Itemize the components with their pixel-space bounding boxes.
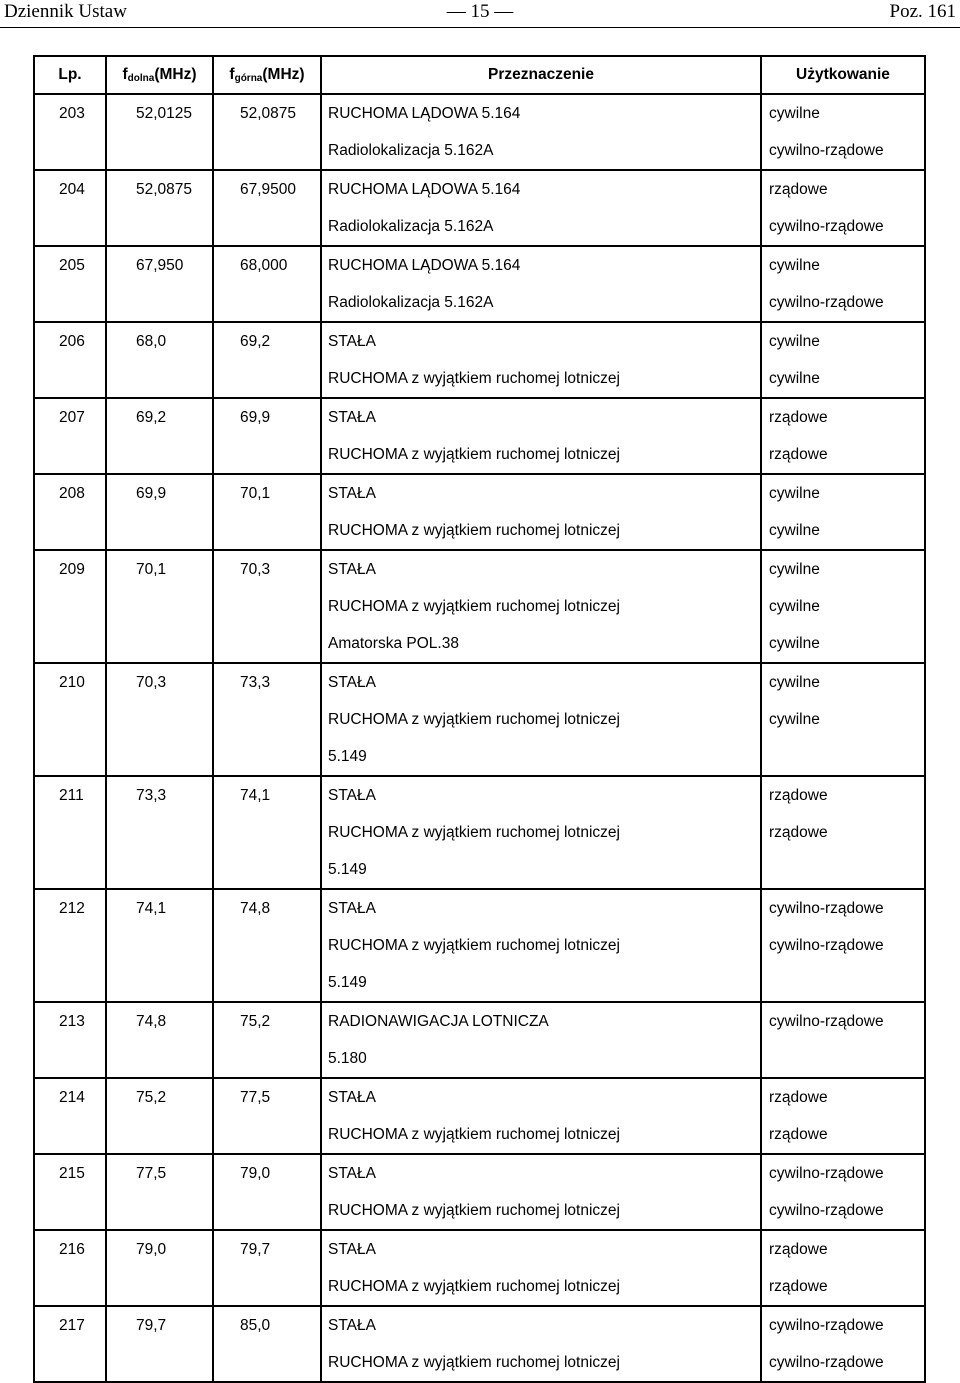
cell-uzytkowanie-line: cywilne bbox=[769, 598, 820, 615]
cell-lp bbox=[34, 776, 106, 889]
cell-przeznaczenie-line: STAŁA bbox=[328, 409, 376, 426]
cell-f-dolna-line: 73,3 bbox=[136, 787, 167, 804]
cell-lp-line: 207 bbox=[59, 409, 85, 426]
cell-f-dolna-line: 74,8 bbox=[136, 1013, 167, 1030]
cell-uzytkowanie-line: cywilno-rządowe bbox=[769, 294, 884, 311]
cell-lp bbox=[34, 550, 106, 663]
cell-f-gorna bbox=[213, 474, 321, 550]
table-row bbox=[34, 1230, 925, 1306]
cell-f-dolna bbox=[106, 889, 213, 1002]
cell-uzytkowanie bbox=[761, 889, 925, 1002]
cell-przeznaczenie-line: RUCHOMA z wyjątkiem ruchomej lotniczej bbox=[328, 937, 620, 954]
cell-f-dolna bbox=[106, 663, 213, 776]
cell-f-dolna bbox=[106, 776, 213, 889]
cell-f-dolna bbox=[106, 1078, 213, 1154]
cell-przeznaczenie bbox=[321, 1078, 761, 1154]
cell-lp-line: 209 bbox=[59, 561, 85, 578]
table-header-row bbox=[34, 56, 925, 94]
cell-przeznaczenie-line: RUCHOMA z wyjątkiem ruchomej lotniczej bbox=[328, 370, 620, 387]
cell-uzytkowanie-line: cywilne bbox=[769, 711, 820, 728]
cell-uzytkowanie bbox=[761, 776, 925, 889]
cell-f-dolna-line: 69,2 bbox=[136, 409, 167, 426]
cell-przeznaczenie-line: RUCHOMA z wyjątkiem ruchomej lotniczej bbox=[328, 1278, 620, 1295]
cell-lp-line: 208 bbox=[59, 485, 85, 502]
cell-f-dolna-line: 70,3 bbox=[136, 674, 167, 691]
header-f-dolna-sub: dolna bbox=[127, 73, 155, 84]
cell-lp-line: 217 bbox=[59, 1317, 85, 1334]
cell-przeznaczenie-line: Radiolokalizacja 5.162A bbox=[328, 294, 494, 311]
cell-uzytkowanie bbox=[761, 1306, 925, 1382]
cell-f-gorna bbox=[213, 1154, 321, 1230]
cell-przeznaczenie bbox=[321, 1154, 761, 1230]
page-header bbox=[0, 0, 960, 24]
cell-uzytkowanie-line: cywilno-rządowe bbox=[769, 1202, 884, 1219]
cell-f-gorna bbox=[213, 550, 321, 663]
cell-przeznaczenie-line: RUCHOMA z wyjątkiem ruchomej lotniczej bbox=[328, 1202, 620, 1219]
cell-f-dolna bbox=[106, 1230, 213, 1306]
cell-przeznaczenie bbox=[321, 889, 761, 1002]
cell-przeznaczenie bbox=[321, 474, 761, 550]
table-row bbox=[34, 246, 925, 322]
cell-lp-line: 210 bbox=[59, 674, 85, 691]
frequency-table bbox=[33, 55, 926, 1383]
header-rule bbox=[0, 27, 960, 28]
cell-f-dolna bbox=[106, 322, 213, 398]
cell-przeznaczenie-line: STAŁA bbox=[328, 1089, 376, 1106]
cell-lp bbox=[34, 1230, 106, 1306]
cell-uzytkowanie-line: cywilne bbox=[769, 522, 820, 539]
cell-przeznaczenie bbox=[321, 1230, 761, 1306]
cell-f-gorna bbox=[213, 1078, 321, 1154]
cell-lp bbox=[34, 474, 106, 550]
table-row bbox=[34, 776, 925, 889]
cell-przeznaczenie-line: 5.149 bbox=[328, 861, 367, 878]
cell-uzytkowanie-line: cywilne bbox=[769, 561, 820, 578]
cell-f-dolna-line: 69,9 bbox=[136, 485, 167, 502]
cell-uzytkowanie bbox=[761, 663, 925, 776]
cell-f-gorna bbox=[213, 1306, 321, 1382]
cell-f-dolna-line: 79,7 bbox=[136, 1317, 167, 1334]
cell-przeznaczenie-line: 5.180 bbox=[328, 1050, 367, 1067]
cell-przeznaczenie-line: Amatorska POL.38 bbox=[328, 635, 459, 652]
cell-przeznaczenie-line: 5.149 bbox=[328, 748, 367, 765]
cell-przeznaczenie bbox=[321, 246, 761, 322]
cell-przeznaczenie bbox=[321, 550, 761, 663]
table-row bbox=[34, 170, 925, 246]
cell-f-gorna-line: 69,9 bbox=[240, 409, 271, 426]
cell-uzytkowanie-line: cywilne bbox=[769, 485, 820, 502]
cell-lp-line: 204 bbox=[59, 181, 85, 198]
cell-f-gorna-line: 74,8 bbox=[240, 900, 271, 917]
cell-f-gorna-line: 75,2 bbox=[240, 1013, 271, 1030]
cell-uzytkowanie-line: cywilne bbox=[769, 257, 820, 274]
cell-lp-line: 213 bbox=[59, 1013, 85, 1030]
cell-przeznaczenie-line: STAŁA bbox=[328, 1317, 376, 1334]
cell-f-dolna bbox=[106, 474, 213, 550]
table-row bbox=[34, 322, 925, 398]
cell-f-gorna-line: 85,0 bbox=[240, 1317, 271, 1334]
cell-f-gorna bbox=[213, 889, 321, 1002]
cell-f-gorna bbox=[213, 776, 321, 889]
cell-f-gorna-line: 69,2 bbox=[240, 333, 271, 350]
cell-f-dolna bbox=[106, 1154, 213, 1230]
cell-f-gorna bbox=[213, 1230, 321, 1306]
cell-przeznaczenie bbox=[321, 170, 761, 246]
cell-przeznaczenie-line: STAŁA bbox=[328, 1241, 376, 1258]
cell-f-gorna bbox=[213, 170, 321, 246]
cell-lp bbox=[34, 398, 106, 474]
cell-przeznaczenie-line: STAŁA bbox=[328, 900, 376, 917]
cell-przeznaczenie-line: Radiolokalizacja 5.162A bbox=[328, 218, 494, 235]
cell-f-gorna-line: 74,1 bbox=[240, 787, 271, 804]
cell-uzytkowanie-line: cywilne bbox=[769, 635, 820, 652]
cell-lp-line: 214 bbox=[59, 1089, 85, 1106]
cell-uzytkowanie bbox=[761, 1154, 925, 1230]
cell-lp bbox=[34, 246, 106, 322]
cell-lp bbox=[34, 1306, 106, 1382]
table-body bbox=[34, 94, 925, 1382]
cell-f-gorna bbox=[213, 322, 321, 398]
cell-przeznaczenie-line: STAŁA bbox=[328, 485, 376, 502]
cell-f-dolna bbox=[106, 398, 213, 474]
cell-f-gorna-line: 70,3 bbox=[240, 561, 271, 578]
cell-uzytkowanie bbox=[761, 550, 925, 663]
cell-f-dolna bbox=[106, 550, 213, 663]
cell-uzytkowanie-line: rządowe bbox=[769, 409, 828, 426]
cell-uzytkowanie-line: rządowe bbox=[769, 787, 828, 804]
cell-uzytkowanie-line: cywilno-rządowe bbox=[769, 937, 884, 954]
cell-przeznaczenie-line: RUCHOMA z wyjątkiem ruchomej lotniczej bbox=[328, 711, 620, 728]
header-przeznaczenie: Przeznaczenie bbox=[321, 56, 761, 94]
cell-f-gorna bbox=[213, 246, 321, 322]
cell-przeznaczenie-line: RUCHOMA z wyjątkiem ruchomej lotniczej bbox=[328, 1354, 620, 1371]
cell-f-dolna bbox=[106, 1002, 213, 1078]
cell-przeznaczenie-line: RUCHOMA z wyjątkiem ruchomej lotniczej bbox=[328, 522, 620, 539]
cell-przeznaczenie-line: STAŁA bbox=[328, 787, 376, 804]
cell-uzytkowanie-line: cywilno-rządowe bbox=[769, 1354, 884, 1371]
cell-lp bbox=[34, 170, 106, 246]
cell-uzytkowanie-line: cywilno-rządowe bbox=[769, 1013, 884, 1030]
table-row bbox=[34, 889, 925, 1002]
cell-lp bbox=[34, 94, 106, 170]
cell-f-gorna bbox=[213, 398, 321, 474]
header-f-dolna-symbol: f bbox=[122, 66, 128, 83]
cell-f-dolna-line: 52,0125 bbox=[136, 105, 193, 122]
header-f-gorna-unit: (MHz) bbox=[262, 66, 305, 83]
table-row bbox=[34, 1154, 925, 1230]
header-f-dolna-unit: (MHz) bbox=[154, 66, 197, 83]
cell-f-gorna-line: 52,0875 bbox=[240, 105, 297, 122]
cell-lp bbox=[34, 889, 106, 1002]
cell-przeznaczenie bbox=[321, 1306, 761, 1382]
cell-uzytkowanie-line: rządowe bbox=[769, 446, 828, 463]
cell-lp bbox=[34, 1078, 106, 1154]
cell-f-gorna-line: 70,1 bbox=[240, 485, 271, 502]
cell-uzytkowanie-line: rządowe bbox=[769, 1241, 828, 1258]
cell-przeznaczenie-line: RUCHOMA z wyjątkiem ruchomej lotniczej bbox=[328, 824, 620, 841]
cell-uzytkowanie bbox=[761, 474, 925, 550]
table-row bbox=[34, 663, 925, 776]
header-f-gorna-sub: górna bbox=[234, 73, 263, 84]
cell-uzytkowanie bbox=[761, 398, 925, 474]
cell-przeznaczenie-line: RUCHOMA z wyjątkiem ruchomej lotniczej bbox=[328, 1126, 620, 1143]
cell-f-dolna-line: 74,1 bbox=[136, 900, 167, 917]
cell-f-gorna-line: 73,3 bbox=[240, 674, 271, 691]
cell-f-gorna-line: 79,7 bbox=[240, 1241, 271, 1258]
cell-przeznaczenie bbox=[321, 398, 761, 474]
cell-uzytkowanie-line: rządowe bbox=[769, 1089, 828, 1106]
cell-uzytkowanie-line: rządowe bbox=[769, 824, 828, 841]
table-row bbox=[34, 474, 925, 550]
cell-przeznaczenie-line: 5.149 bbox=[328, 974, 367, 991]
cell-uzytkowanie-line: cywilne bbox=[769, 105, 820, 122]
cell-f-dolna-line: 70,1 bbox=[136, 561, 167, 578]
cell-przeznaczenie bbox=[321, 1002, 761, 1078]
cell-uzytkowanie bbox=[761, 170, 925, 246]
cell-uzytkowanie-line: cywilno-rządowe bbox=[769, 1317, 884, 1334]
header-uzytkowanie: Użytkowanie bbox=[761, 56, 925, 94]
cell-uzytkowanie bbox=[761, 246, 925, 322]
cell-f-gorna-line: 68,000 bbox=[240, 257, 288, 274]
cell-f-dolna-line: 52,0875 bbox=[136, 181, 193, 198]
cell-uzytkowanie-line: rządowe bbox=[769, 181, 828, 198]
cell-f-dolna bbox=[106, 170, 213, 246]
page-number: — 15 — bbox=[446, 1, 514, 22]
table-row bbox=[34, 550, 925, 663]
cell-f-dolna bbox=[106, 1306, 213, 1382]
cell-uzytkowanie-line: cywilne bbox=[769, 370, 820, 387]
cell-przeznaczenie-line: STAŁA bbox=[328, 333, 376, 350]
cell-f-dolna-line: 79,0 bbox=[136, 1241, 167, 1258]
cell-uzytkowanie-line: rządowe bbox=[769, 1126, 828, 1143]
table-row bbox=[34, 1002, 925, 1078]
cell-uzytkowanie-line: cywilne bbox=[769, 333, 820, 350]
cell-przeznaczenie-line: RADIONAWIGACJA LOTNICZA bbox=[328, 1013, 549, 1030]
cell-uzytkowanie bbox=[761, 1002, 925, 1078]
cell-f-gorna-line: 67,9500 bbox=[240, 181, 297, 198]
position-number: Poz. 161 bbox=[889, 1, 956, 22]
cell-f-dolna bbox=[106, 94, 213, 170]
cell-uzytkowanie-line: cywilno-rządowe bbox=[769, 218, 884, 235]
cell-lp-line: 205 bbox=[59, 257, 85, 274]
cell-lp bbox=[34, 663, 106, 776]
cell-f-gorna-line: 77,5 bbox=[240, 1089, 271, 1106]
cell-lp-line: 211 bbox=[59, 787, 84, 804]
cell-lp-line: 215 bbox=[59, 1165, 85, 1182]
cell-uzytkowanie-line: cywilno-rządowe bbox=[769, 142, 884, 159]
cell-f-dolna-line: 75,2 bbox=[136, 1089, 167, 1106]
table-row bbox=[34, 94, 925, 170]
cell-przeznaczenie bbox=[321, 776, 761, 889]
cell-przeznaczenie bbox=[321, 322, 761, 398]
cell-lp bbox=[34, 1002, 106, 1078]
cell-lp bbox=[34, 1154, 106, 1230]
cell-lp-line: 206 bbox=[59, 333, 85, 350]
cell-przeznaczenie-line: STAŁA bbox=[328, 561, 376, 578]
table-row bbox=[34, 1078, 925, 1154]
cell-f-dolna bbox=[106, 246, 213, 322]
cell-uzytkowanie bbox=[761, 322, 925, 398]
cell-f-gorna-line: 79,0 bbox=[240, 1165, 271, 1182]
cell-f-dolna-line: 67,950 bbox=[136, 257, 184, 274]
cell-przeznaczenie-line: STAŁA bbox=[328, 1165, 376, 1182]
cell-uzytkowanie-line: rządowe bbox=[769, 1278, 828, 1295]
cell-przeznaczenie-line: RUCHOMA LĄDOWA 5.164 bbox=[328, 105, 521, 122]
cell-f-dolna-line: 77,5 bbox=[136, 1165, 167, 1182]
cell-lp-line: 216 bbox=[59, 1241, 85, 1258]
cell-uzytkowanie-line: cywilno-rządowe bbox=[769, 1165, 884, 1182]
header-f-gorna bbox=[213, 56, 321, 94]
cell-przeznaczenie bbox=[321, 663, 761, 776]
cell-uzytkowanie-line: cywilno-rządowe bbox=[769, 900, 884, 917]
cell-f-gorna bbox=[213, 1002, 321, 1078]
table-row bbox=[34, 398, 925, 474]
cell-f-gorna bbox=[213, 94, 321, 170]
cell-przeznaczenie-line: RUCHOMA LĄDOWA 5.164 bbox=[328, 257, 521, 274]
cell-przeznaczenie-line: RUCHOMA z wyjątkiem ruchomej lotniczej bbox=[328, 446, 620, 463]
cell-uzytkowanie bbox=[761, 1078, 925, 1154]
cell-lp bbox=[34, 322, 106, 398]
header-lp: Lp. bbox=[34, 56, 106, 94]
cell-lp-line: 203 bbox=[59, 105, 85, 122]
cell-uzytkowanie bbox=[761, 94, 925, 170]
cell-przeznaczenie-line: STAŁA bbox=[328, 674, 376, 691]
header-f-gorna-symbol: f bbox=[229, 66, 235, 83]
cell-przeznaczenie bbox=[321, 94, 761, 170]
table-row bbox=[34, 1306, 925, 1382]
cell-przeznaczenie-line: RUCHOMA LĄDOWA 5.164 bbox=[328, 181, 521, 198]
cell-uzytkowanie bbox=[761, 1230, 925, 1306]
cell-f-gorna bbox=[213, 663, 321, 776]
header-f-dolna bbox=[106, 56, 213, 94]
cell-przeznaczenie-line: Radiolokalizacja 5.162A bbox=[328, 142, 494, 159]
cell-uzytkowanie-line: cywilne bbox=[769, 674, 820, 691]
journal-title: Dziennik Ustaw bbox=[4, 1, 127, 22]
cell-f-dolna-line: 68,0 bbox=[136, 333, 167, 350]
cell-przeznaczenie-line: RUCHOMA z wyjątkiem ruchomej lotniczej bbox=[328, 598, 620, 615]
cell-lp-line: 212 bbox=[59, 900, 85, 917]
